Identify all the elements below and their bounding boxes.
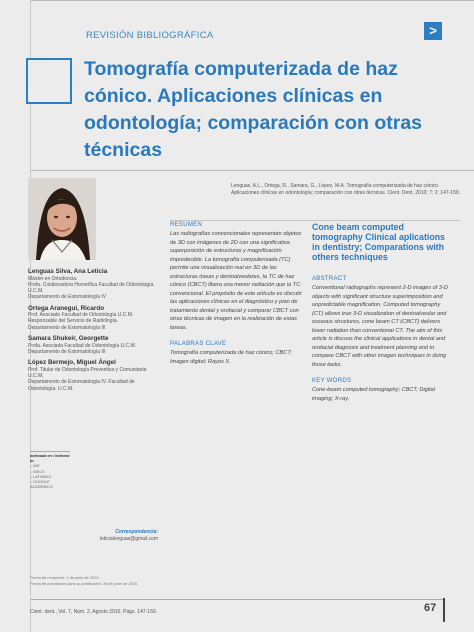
- author-name: López Bermejo, Miguel Ángel: [28, 359, 116, 367]
- correspondence-email[interactable]: leticialenguas@gmail.com: [99, 535, 158, 542]
- key-words-text: Cone-beam computed tomography; CBCT; Digital imaging; X-ray.: [312, 387, 436, 402]
- author-name: Ortega Aranegui, Ricardo: [28, 304, 105, 312]
- abstract-text: Conventional radiographs represent 2-D images of 3-D objects with significant structure superimposition and unpredictable magnification. Computed tomography (CT) allows true 3-D visualization of dentoalveolar and osseous structures, cone beam CT (CBCT) delivers lower radiation than conventional CT. The aim of this article is discuss the clinical applications in dental and orofacial diagnosis and treatment planning and to compare CBCT with other imagen techniques in doing those tasks.: [312, 285, 448, 368]
- journal-footer: Cient. dent., Vol. 7, Núm. 2, Agosto 2010. Págs. 147-159.: [30, 609, 158, 615]
- footer-rule: [31, 599, 443, 600]
- author-detail: Responsable del Servicio de Radiología.: [28, 318, 119, 325]
- spanish-column: [170, 222, 302, 366]
- abstract-heading: ABSTRACT: [312, 276, 347, 282]
- author-detail: Departamento de Estomatología III: [28, 324, 106, 331]
- author-detail: Departamento de Estomatología III: [28, 348, 106, 355]
- page-number: 67: [424, 602, 437, 614]
- columns-rule: [170, 220, 460, 221]
- english-title: Cone beam computed tomography Clinical aplications in dentistry; Comparations with others techniques: [312, 222, 445, 262]
- next-arrow-button[interactable]: >: [424, 22, 442, 40]
- author-photo: [28, 178, 96, 260]
- english-column: [312, 222, 448, 403]
- index-item: – IBECS: [30, 469, 45, 474]
- index-item: – IME: [30, 464, 40, 469]
- author-detail: Profa. Asociada Facultad de Odontología U.C.M.: [28, 342, 137, 349]
- author-detail: Departamento de Estomatología IV: [28, 294, 107, 301]
- indexed-in-heading: Indexada en / Indexed in:: [30, 454, 70, 464]
- author-detail: Prof. Titular de Odontología Preventiva y Comunitaria U.C.M.: [28, 366, 147, 379]
- resumen-heading: RESUMEN: [170, 222, 203, 228]
- correspondence: [86, 529, 158, 542]
- palabras-clave-text: Tomografía computerizada de haz cónico; CBCT; Imagen digital; Rayos X.: [170, 350, 292, 365]
- author-name: Samara Shukeir, Georgette: [28, 335, 109, 343]
- indexed-in-box: [30, 451, 70, 490]
- citation: Lenguas, A.L., Ortega, R., Samara, G., López, M.A. Tomografía computerizada de haz cónico. Aplicaciones clínicas en odontología; comparación con otras técnicas. Cient. Dent. 2010; 7; 2: 147-159.: [231, 183, 461, 196]
- resumen-text: Las radiografías convencionales representan objetos de 3D con imágenes de 2D con una significativa superposición de estructuras y magnificación impredecible. La tomografía computerizada (TC) permite una visualización real en 3D de las estructuras óseas y dentoalveolares, la TC de haz cónico (CBCT) libera una menor radiación que la TC convencional. El propósito de este artículo es discutir las aplicaciones clínicas en el diagnóstico y plan de tratamiento dental y orofacial y comparar CBCT con otras técnicas de imagen en la realización de estas tareas.: [170, 231, 302, 331]
- author-detail: Máster en Ortodoncia.: [28, 275, 78, 282]
- index-item: – GOOGLE ACADÉMICO: [30, 480, 53, 490]
- correspondence-label: Correspondencia:: [115, 529, 158, 535]
- author-detail: Profa. Colaboradora Honorífica Facultad de Odontología U.C.M.: [28, 281, 154, 295]
- article-title: Tomografía computerizada de haz cónico. Aplicaciones clínicas en odontología; comparación con otras técnicas: [84, 58, 423, 161]
- author-detail: Prof. Asociado Facultad de Odontología U.C.M.: [28, 312, 134, 319]
- author-detail: Departamento de Estomatología IV. Facultad de Odontología. U.C.M.: [28, 379, 135, 392]
- key-words-heading: KEY WORDS: [312, 378, 352, 384]
- author-name: Lenguas Silva, Ana Leticia: [28, 268, 108, 275]
- title-square-icon: [26, 58, 72, 104]
- top-rule: [30, 0, 474, 1]
- palabras-clave-heading: PALABRAS CLAVE: [170, 341, 227, 347]
- dates-block: [30, 575, 190, 586]
- index-item: – LATINDEX: [30, 474, 52, 479]
- title-rule: [31, 170, 474, 171]
- acceptance-date: Fecha de aceptación para su publicación: 18 de junio de 2010.: [30, 580, 139, 586]
- reception-date: Fecha de recepción: 1 de junio de 2010.: [30, 575, 100, 580]
- author-list: [28, 268, 158, 392]
- section-label: REVISIÓN BIBLIOGRÁFICA: [86, 30, 214, 41]
- page-marker-bar: [443, 598, 445, 622]
